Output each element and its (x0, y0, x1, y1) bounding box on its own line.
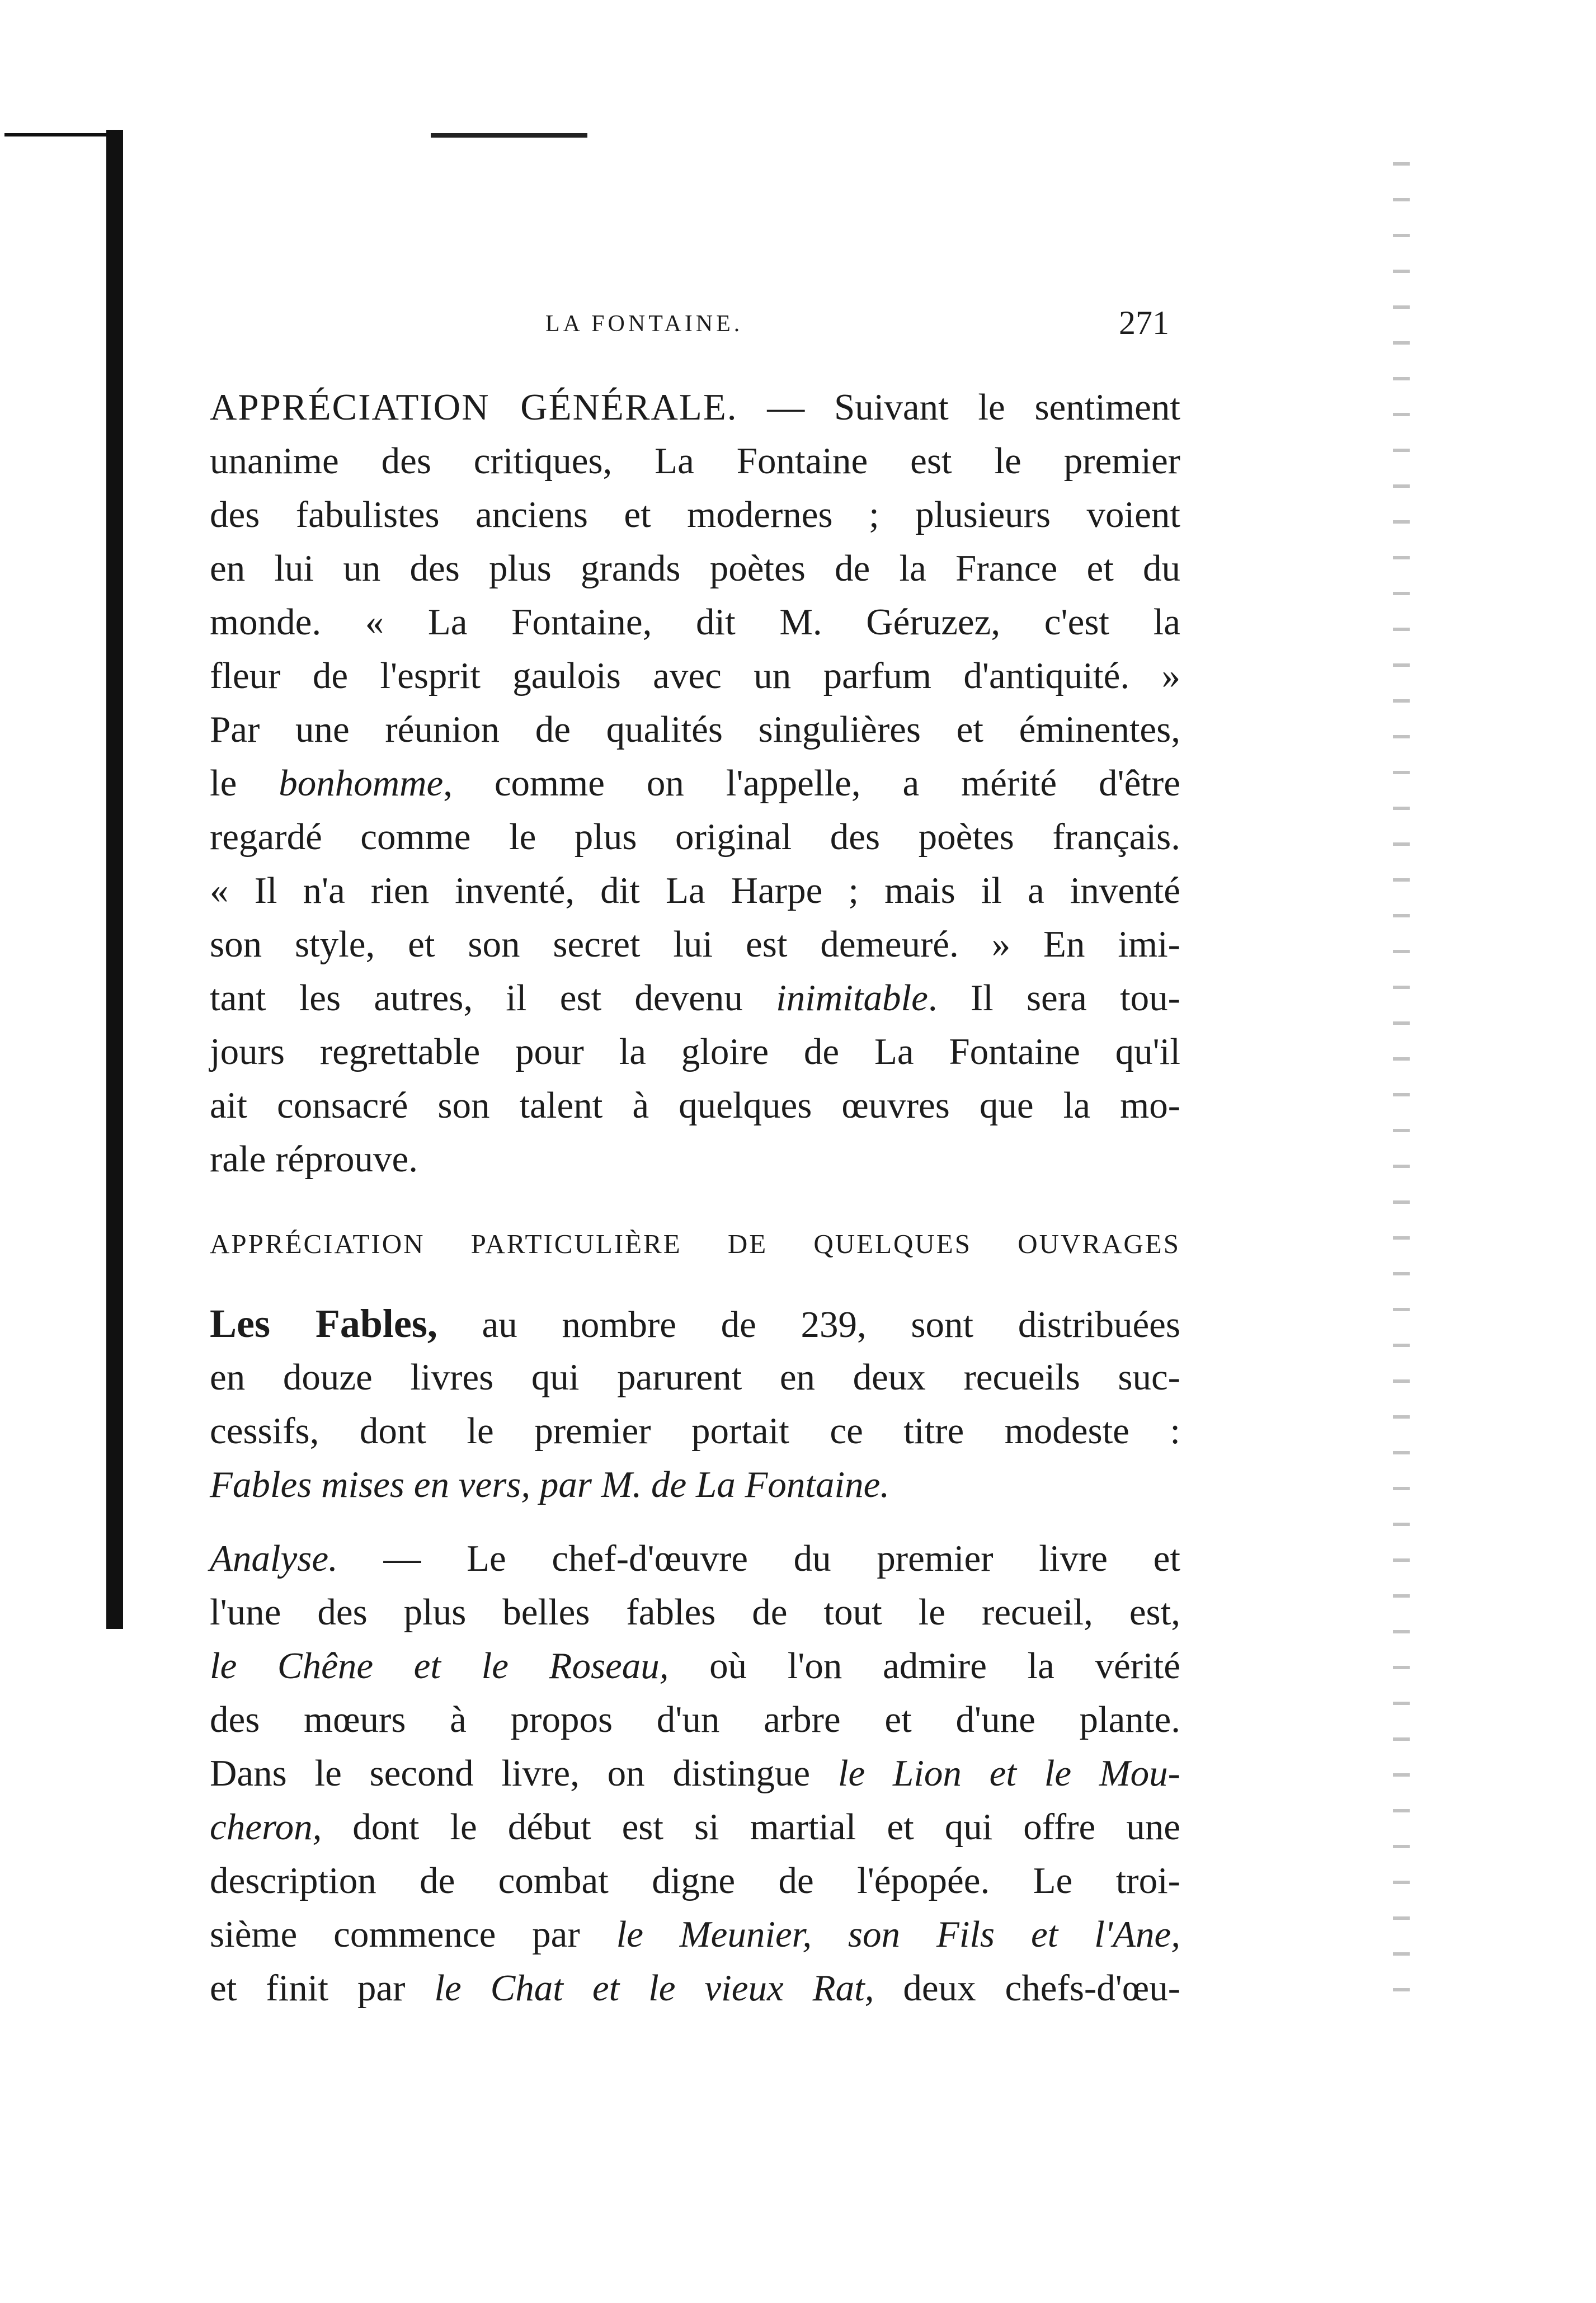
text-line: l'une des plus belles fables de tout le recueil, est, (210, 1591, 1180, 1633)
text-line: en douze livres qui parurent en deux recueils suc- (210, 1357, 1180, 1398)
text-line: description de combat digne de l'épopée. Le troi- (210, 1860, 1180, 1901)
text-line: sième commence par le Meunier, son Fils et l'Ane, (210, 1914, 1181, 1955)
text-line: regardé comme le plus original des poètes français. (210, 816, 1180, 858)
text-line: le Chêne et le Roseau, où l'on admire la vérité (210, 1645, 1180, 1687)
top-rule (431, 133, 587, 138)
text-line (210, 1297, 1180, 1350)
text-line: cessifs, dont le premier portait ce titre modeste : (210, 1410, 1180, 1452)
italic-title: inimitable (776, 977, 928, 1019)
page-number: 271 (1119, 304, 1169, 341)
binding-edge-top (4, 133, 122, 136)
line-fragment: — Le chef-d'œuvre du premier livre et (337, 1538, 1180, 1579)
running-head-title: LA FONTAINE. (545, 311, 743, 337)
text-line: « Il n'a rien inventé, dit La Harpe ; mais il a inventé (210, 870, 1180, 911)
italic-title: le Lion et le Mou- (837, 1753, 1180, 1794)
text-line: fleur de l'esprit gaulois avec un parfum d'antiquité. » (210, 655, 1180, 696)
text-line: des mœurs à propos d'un arbre et d'une plante. (210, 1699, 1180, 1740)
text-line: tant les autres, il est devenu inimitable. Il sera tou- (210, 977, 1180, 1019)
italic-title: cheron, (210, 1806, 322, 1848)
text-line: rale réprouve. (210, 1138, 418, 1180)
section-lead: APPRÉCIATION GÉNÉRALE. (210, 387, 738, 428)
text-line: le bonhomme, comme on l'appelle, a mérité d'être (210, 762, 1180, 804)
text-line (210, 380, 1180, 434)
running-head (0, 304, 1596, 355)
italic-title: bonhomme (279, 762, 444, 804)
text-line: et finit par le Chat et le vieux Rat, deux chefs-d'œu- (210, 1967, 1181, 2009)
page-edge-specks (1393, 162, 1410, 2008)
section-heading: APPRÉCIATION PARTICULIÈRE DE QUELQUES OUVRAGES (210, 1228, 1180, 1259)
paragraph-analysis (210, 1532, 1180, 2015)
line-fragment: — Suivant le sentiment (737, 387, 1180, 428)
text-line: des fabulistes anciens et modernes ; plusieurs voient (210, 494, 1180, 535)
paragraph-lead: Les Fables, (210, 1301, 437, 1346)
text-line: monde. « La Fontaine, dit M. Géruzez, c'est la (210, 601, 1180, 643)
italic-title: le Meunier, son Fils et l'Ane, (616, 1914, 1181, 1955)
text-line: ait consacré son talent à quelques œuvres que la mo- (210, 1085, 1180, 1126)
section-general-appreciation (210, 380, 1180, 1186)
text-line: unanime des critiques, La Fontaine est le premier (210, 440, 1180, 482)
line-fragment: au nombre de 239, sont distribuées (437, 1304, 1180, 1345)
paragraph-fables (210, 1297, 1180, 1511)
italic-title: le Chat et le vieux Rat, (434, 1967, 874, 2009)
text-line: cheron, dont le début est si martial et qui offre une (210, 1806, 1180, 1848)
text-line: son style, et son secret lui est demeuré. » En imi- (210, 924, 1180, 965)
italic-title: Fables mises en vers, par M. de La Fontaine. (210, 1464, 890, 1505)
text-line: jours regrettable pour la gloire de La Fontaine qu'il (210, 1031, 1180, 1072)
text-line (210, 1458, 1180, 1511)
text-line: en lui un des plus grands poètes de la France et du (210, 548, 1180, 589)
paragraph-lead: Analyse. (210, 1538, 338, 1579)
text-line: Dans le second livre, on distingue le Lion et le Mou- (210, 1753, 1180, 1794)
text-line (210, 1532, 1180, 1585)
italic-title: le Chêne et le Roseau, (210, 1645, 669, 1687)
text-line: Par une réunion de qualités singulières et éminentes, (210, 709, 1180, 750)
